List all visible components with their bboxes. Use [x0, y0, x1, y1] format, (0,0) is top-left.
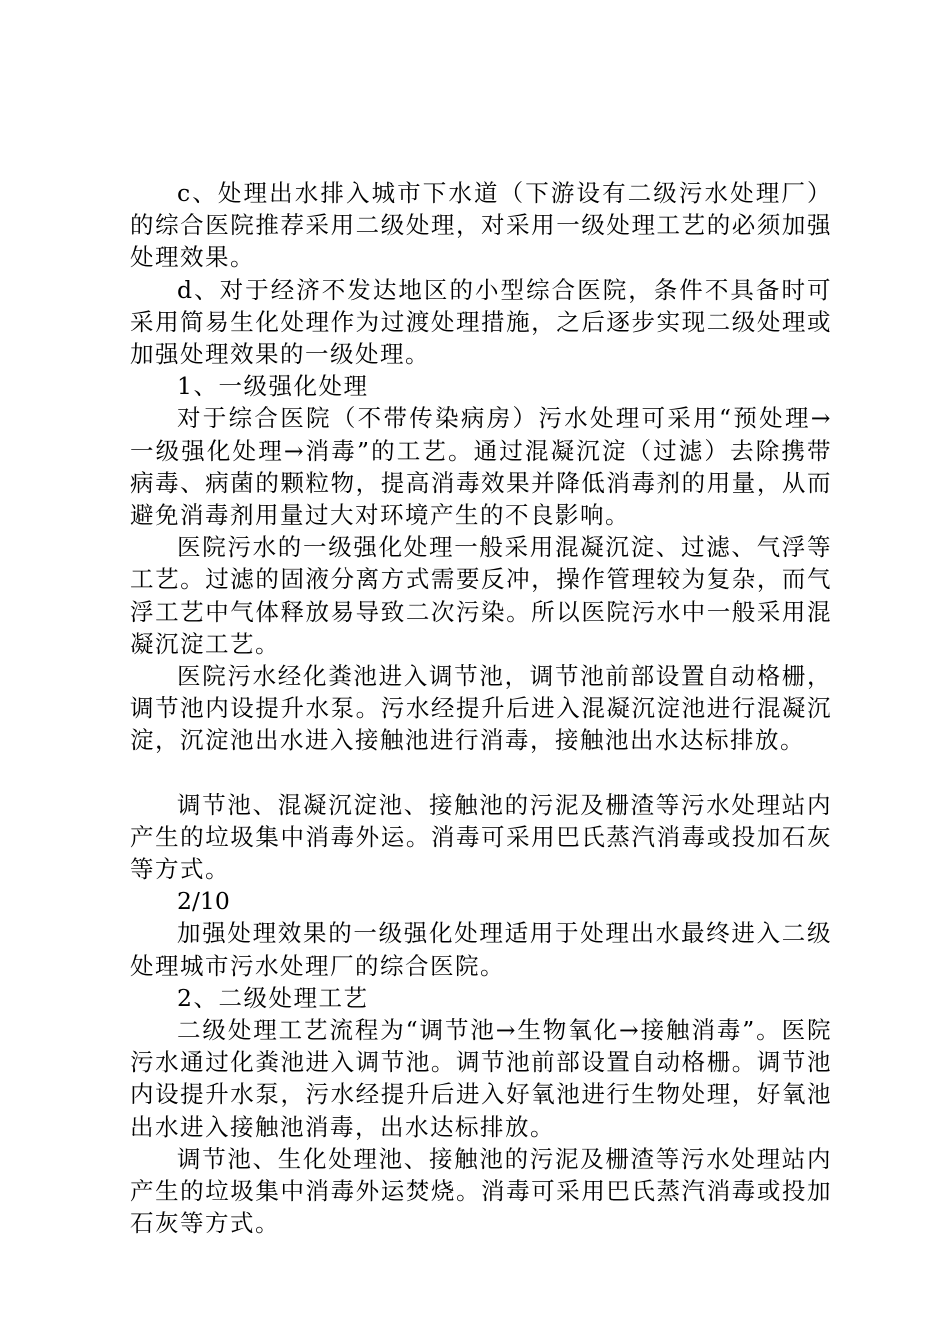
paragraph-process-3: 医院污水经化粪池进入调节池，调节池前部设置自动格栅，调节池内设提升水泵。污水经提升后进入混凝沉淀池进行混凝沉淀，沉淀池出水进入接触池进行消毒，接触池出水达标排放。 [130, 662, 832, 755]
page-number: 2/10 [177, 887, 230, 916]
paragraph-sludge-1: 调节池、混凝沉淀池、接触池的污泥及栅渣等污水处理站内产生的垃圾集中消毒外运。消毒可采用巴氏蒸汽消毒或投加石灰等方式。 [130, 790, 832, 884]
paragraph-secondary-process: 二级处理工艺流程为“调节池→生物氧化→接触消毒”。医院污水通过化粪池进入调节池。调节池前部设置自动格栅。调节池内设提升水泵，污水经提升后进入好氧池进行生物处理，好氧池出水进入接触池消毒，出水达标排放。 [130, 1016, 832, 1141]
paragraph-d: d、对于经济不发达地区的小型综合医院，条件不具备时可采用简易生化处理作为过渡处理措施，之后逐步实现二级处理或加强处理效果的一级处理。 [130, 275, 832, 369]
section-heading-1: 1、一级强化处理 [177, 372, 369, 401]
paragraph-applicability: 加强处理效果的一级强化处理适用于处理出水最终进入二级处理城市污水处理厂的综合医院。 [130, 919, 832, 980]
section-heading-2: 2、二级处理工艺 [177, 983, 369, 1012]
document-body [130, 177, 832, 1240]
paragraph-c: c、处理出水排入城市下水道（下游设有二级污水处理厂）的综合医院推荐采用二级处理，对采用一级处理工艺的必须加强处理效果。 [130, 179, 832, 272]
paragraph-sludge-2: 调节池、生化处理池、接触池的污泥及栅渣等污水处理站内产生的垃圾集中消毒外运焚烧。消毒可采用巴氏蒸汽消毒或投加石灰等方式。 [130, 1144, 832, 1238]
paragraph-process-1: 对于综合医院（不带传染病房）污水处理可采用“预处理→一级强化处理→消毒”的工艺。通过混凝沉淀（过滤）去除携带病毒、病菌的颗粒物，提高消毒效果并降低消毒剂的用量，从而避免消毒剂用量过大对环境产生的不良影响。 [130, 404, 832, 530]
paragraph-process-2: 医院污水的一级强化处理一般采用混凝沉淀、过滤、气浮等工艺。过滤的固液分离方式需要反冲，操作管理较为复杂，而气浮工艺中气体释放易导致二次污染。所以医院污水中一般采用混凝沉淀工艺。 [130, 533, 832, 658]
